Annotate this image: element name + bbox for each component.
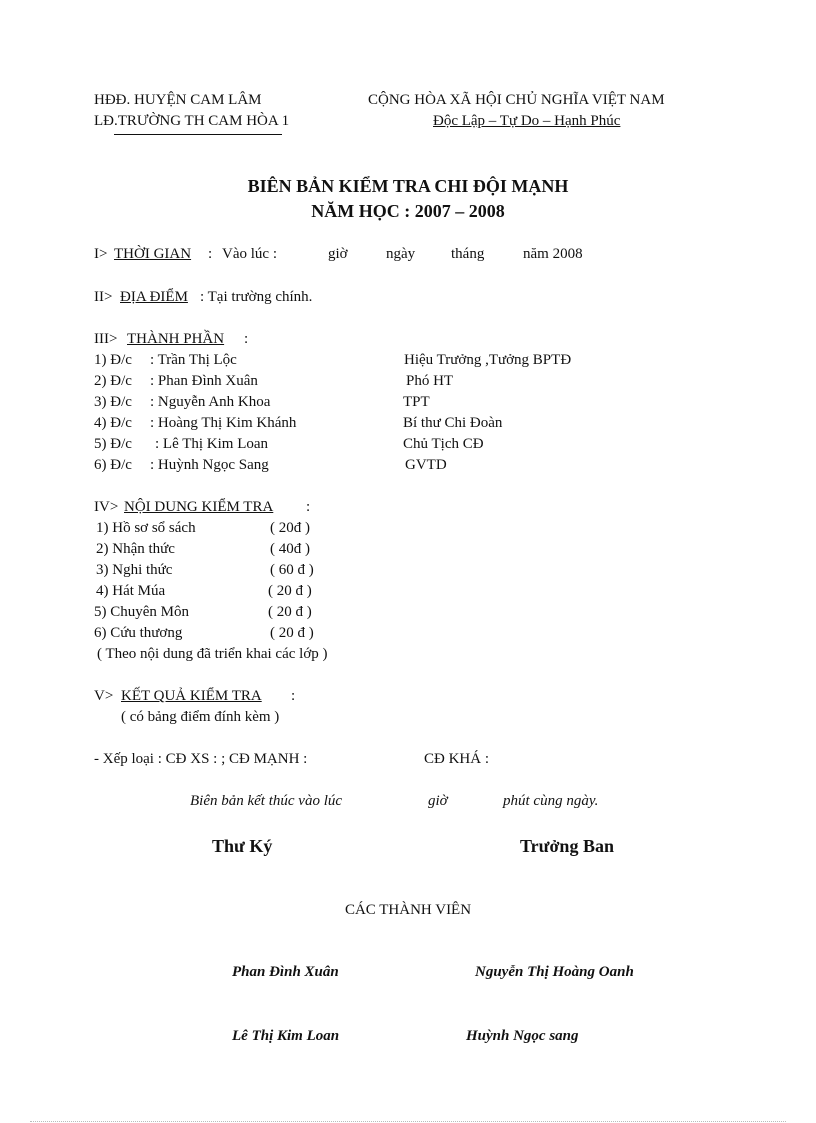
content-item-label: 1) Hồ sơ sổ sách <box>96 520 196 536</box>
content-item-label: 5) Chuyên Môn <box>94 604 189 620</box>
members-signature-title: CÁC THÀNH VIÊN <box>344 902 472 918</box>
result-note: ( có bảng điểm đính kèm ) <box>121 709 280 725</box>
content-item-points: ( 20đ ) <box>270 520 310 536</box>
content-item-points: ( 20 đ ) <box>270 625 314 641</box>
content-heading: NỘI DUNG KIỂM TRA <box>124 499 274 515</box>
document-title: BIÊN BẢN KIỂM TRA CHI ĐỘI MẠNH <box>247 176 569 196</box>
member-row-name: : Trần Thị Lộc <box>150 352 237 368</box>
member-row-role: GVTD <box>405 457 447 473</box>
members-heading: THÀNH PHẦN <box>127 331 225 347</box>
classification-kha: CĐ KHÁ : <box>424 751 490 767</box>
time-heading: THỜI GIAN <box>114 246 192 262</box>
content-prefix: IV> <box>94 499 119 515</box>
header-motto: Độc Lập – Tự Do – Hạnh Phúc <box>433 113 621 129</box>
place-heading: ĐỊA ĐIỂM <box>120 289 188 305</box>
result-heading: KẾT QUẢ KIỂM TRA <box>121 688 262 704</box>
member-signature-name: Phan Đình Xuân <box>232 964 339 980</box>
closing-minute: phút cùng ngày. <box>503 793 599 809</box>
closing-text: Biên bản kết thúc vào lúc <box>190 793 343 809</box>
content-item-label: 3) Nghi thức <box>96 562 173 578</box>
member-signature-name: Lê Thị Kim Loan <box>232 1028 340 1044</box>
member-row-num: 6) Đ/c <box>94 457 132 473</box>
member-row-role: Bí thư Chi Đoàn <box>403 415 503 431</box>
time-at: Vào lúc : <box>222 246 277 262</box>
document-year: NĂM HỌC : 2007 – 2008 <box>311 201 505 221</box>
content-colon: : <box>306 499 311 515</box>
member-row-role: TPT <box>403 394 430 410</box>
member-row-name: : Huỳnh Ngọc Sang <box>150 457 269 473</box>
content-item-points: ( 20 đ ) <box>268 583 312 599</box>
closing-hour: giờ <box>428 793 448 809</box>
content-item-label: 6) Cứu thương <box>94 625 183 641</box>
time-year: năm 2008 <box>523 246 583 262</box>
member-row-num: 4) Đ/c <box>94 415 132 431</box>
page-bottom-divider <box>30 1121 786 1122</box>
content-note: ( Theo nội dung đã triển khai các lớp ) <box>97 646 328 662</box>
time-month: tháng <box>451 246 485 262</box>
member-row-num: 3) Đ/c <box>94 394 132 410</box>
content-item-points: ( 40đ ) <box>270 541 310 557</box>
members-prefix: III> <box>94 331 118 347</box>
chair-title: Trưởng Ban <box>520 836 614 856</box>
member-row-num: 5) Đ/c <box>94 436 132 452</box>
member-row-num: 2) Đ/c <box>94 373 132 389</box>
member-row-name: : Phan Đình Xuân <box>150 373 258 389</box>
members-colon: : <box>244 331 249 347</box>
place-prefix: II> <box>94 289 113 305</box>
result-colon: : <box>291 688 296 704</box>
member-row-name: : Hoàng Thị Kim Khánh <box>150 415 297 431</box>
header-country: CỘNG HÒA XÃ HỘI CHỦ NGHĨA VIỆT NAM <box>368 92 665 108</box>
member-row-num: 1) Đ/c <box>94 352 132 368</box>
time-prefix: I> <box>94 246 108 262</box>
time-hour: giờ <box>328 246 348 262</box>
classification-line: - Xếp loại : CĐ XS : ; CĐ MẠNH : <box>94 751 308 767</box>
content-item-label: 4) Hát Múa <box>96 583 166 599</box>
header-left-rule <box>114 134 282 135</box>
content-item-points: ( 20 đ ) <box>268 604 312 620</box>
member-signature-name: Nguyễn Thị Hoàng Oanh <box>475 964 634 980</box>
header-org-line2: LĐ.TRƯỜNG TH CAM HÒA 1 <box>94 113 290 129</box>
member-row-name: : Nguyễn Anh Khoa <box>150 394 271 410</box>
secretary-title: Thư Ký <box>212 836 273 856</box>
header-org-line1: HĐĐ. HUYỆN CAM LÂM <box>94 92 262 108</box>
content-item-label: 2) Nhận thức <box>96 541 175 557</box>
result-prefix: V> <box>94 688 114 704</box>
member-row-name: : Lê Thị Kim Loan <box>155 436 269 452</box>
content-item-points: ( 60 đ ) <box>270 562 314 578</box>
place-text: : Tại trường chính. <box>200 289 313 305</box>
member-row-role: Chủ Tịch CĐ <box>403 436 484 452</box>
member-row-role: Hiệu Trưởng ,Tưởng BPTĐ <box>404 352 572 368</box>
time-day: ngày <box>386 246 416 262</box>
time-colon: : <box>208 246 213 262</box>
member-signature-name: Huỳnh Ngọc sang <box>466 1028 579 1044</box>
member-row-role: Phó HT <box>406 373 454 389</box>
